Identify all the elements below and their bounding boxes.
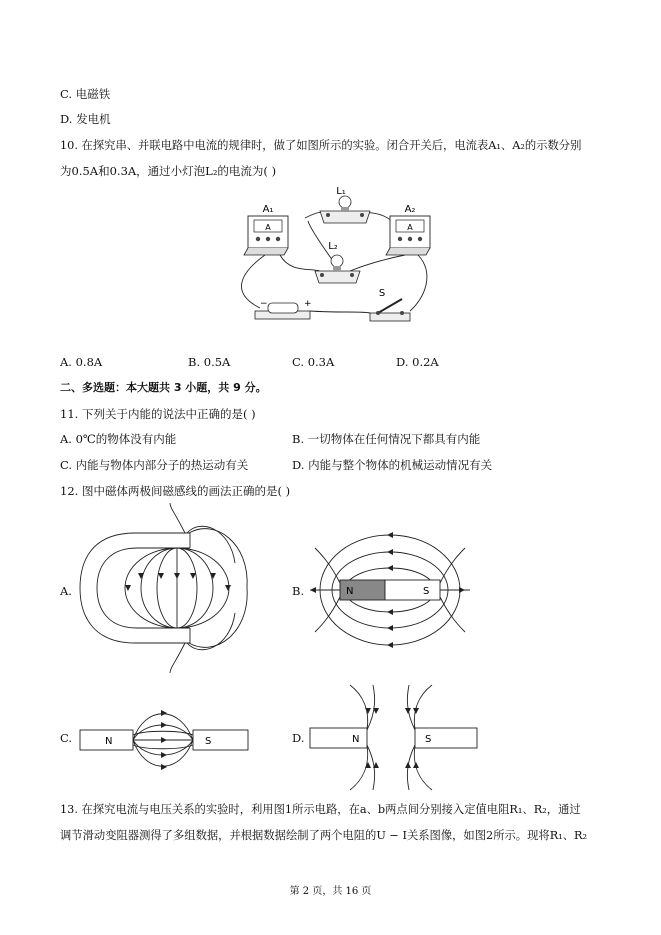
q10-option-d: D. 0.2A bbox=[396, 355, 439, 369]
q10-stem-line1: 10. 在探究串、并联电路中电流的规律时，做了如图所示的实验。闭合开关后，电流表A₁、A₂的示数分别 bbox=[60, 139, 582, 152]
q10-option-a: A. 0.8A bbox=[60, 355, 103, 369]
ammeter-a2 bbox=[386, 204, 430, 255]
q10-option-c: C. 0.3A bbox=[292, 355, 335, 369]
label-l1: L₁ bbox=[336, 186, 346, 197]
bulb-l1 bbox=[320, 186, 370, 223]
q11-option-b: B. 一切物体在任何情况下都具有内能 bbox=[292, 432, 481, 446]
q12-option-a-label: A. bbox=[60, 584, 72, 598]
section-heading: 二、多选题：本大题共 3 小题，共 9 分。 bbox=[60, 381, 267, 394]
q10-circuit-figure bbox=[220, 183, 450, 333]
q12-figure-d bbox=[305, 680, 480, 795]
switch-s bbox=[370, 288, 410, 321]
pole-s: S bbox=[425, 734, 432, 745]
q12-option-d-label: D. bbox=[292, 731, 305, 745]
battery bbox=[255, 299, 312, 319]
q10-option-b: B. 0.5A bbox=[188, 355, 231, 369]
page-footer: 第 2 页，共 16 页 bbox=[289, 886, 372, 897]
q11-option-c: C. 内能与物体内部分子的热运动有关 bbox=[60, 458, 249, 472]
pole-s: S bbox=[205, 736, 212, 747]
q11-stem: 11. 下列关于内能的说法中正确的是( ) bbox=[60, 407, 256, 421]
q12-figure-a bbox=[75, 503, 260, 673]
label-a2: A₂ bbox=[404, 204, 416, 215]
label-l2: L₂ bbox=[328, 241, 338, 252]
pole-n: N bbox=[105, 736, 113, 747]
pole-n: N bbox=[352, 734, 360, 745]
bulb-l2 bbox=[315, 241, 360, 283]
q11-option-a: A. 0℃的物体没有内能 bbox=[60, 432, 177, 446]
q12-option-b-label: B. bbox=[292, 584, 305, 598]
pole-n: N bbox=[346, 586, 354, 597]
q9-option-d: D. 发电机 bbox=[60, 112, 111, 126]
svg-text:A: A bbox=[265, 223, 271, 232]
q13-line2: 调节滑动变阻器测得了多组数据，并根据数据绘制了两个电阻的U − I关系图像，如图2所示。现将R₁、R₂ bbox=[60, 829, 588, 842]
svg-text:A: A bbox=[407, 223, 413, 232]
q10-stem-line2: 为0.5A和0.3A，通过小灯泡L₂的电流为( ) bbox=[60, 164, 277, 178]
label-a1: A₁ bbox=[262, 204, 274, 215]
q12-figure-c bbox=[75, 695, 250, 785]
svg-text:−: − bbox=[260, 299, 268, 309]
label-s: S bbox=[378, 288, 386, 299]
q11-option-d: D. 内能与整个物体的机械运动情况有关 bbox=[292, 458, 493, 472]
q9-option-c: C. 电磁铁 bbox=[60, 87, 111, 101]
q12-figure-b bbox=[305, 513, 475, 663]
pole-s: S bbox=[423, 586, 430, 597]
svg-text:+: + bbox=[304, 299, 312, 309]
q13-line1: 13. 在探究电流与电压关系的实验时，利用图1所示电路，在a、b两点间分别接入定值电阻R₁、R₂，通过 bbox=[60, 803, 581, 816]
q12-stem: 12. 图中磁体两极间磁感线的画法正确的是( ) bbox=[60, 484, 291, 498]
q12-option-c-label: C. bbox=[60, 731, 73, 745]
ammeter-a1 bbox=[244, 204, 288, 255]
